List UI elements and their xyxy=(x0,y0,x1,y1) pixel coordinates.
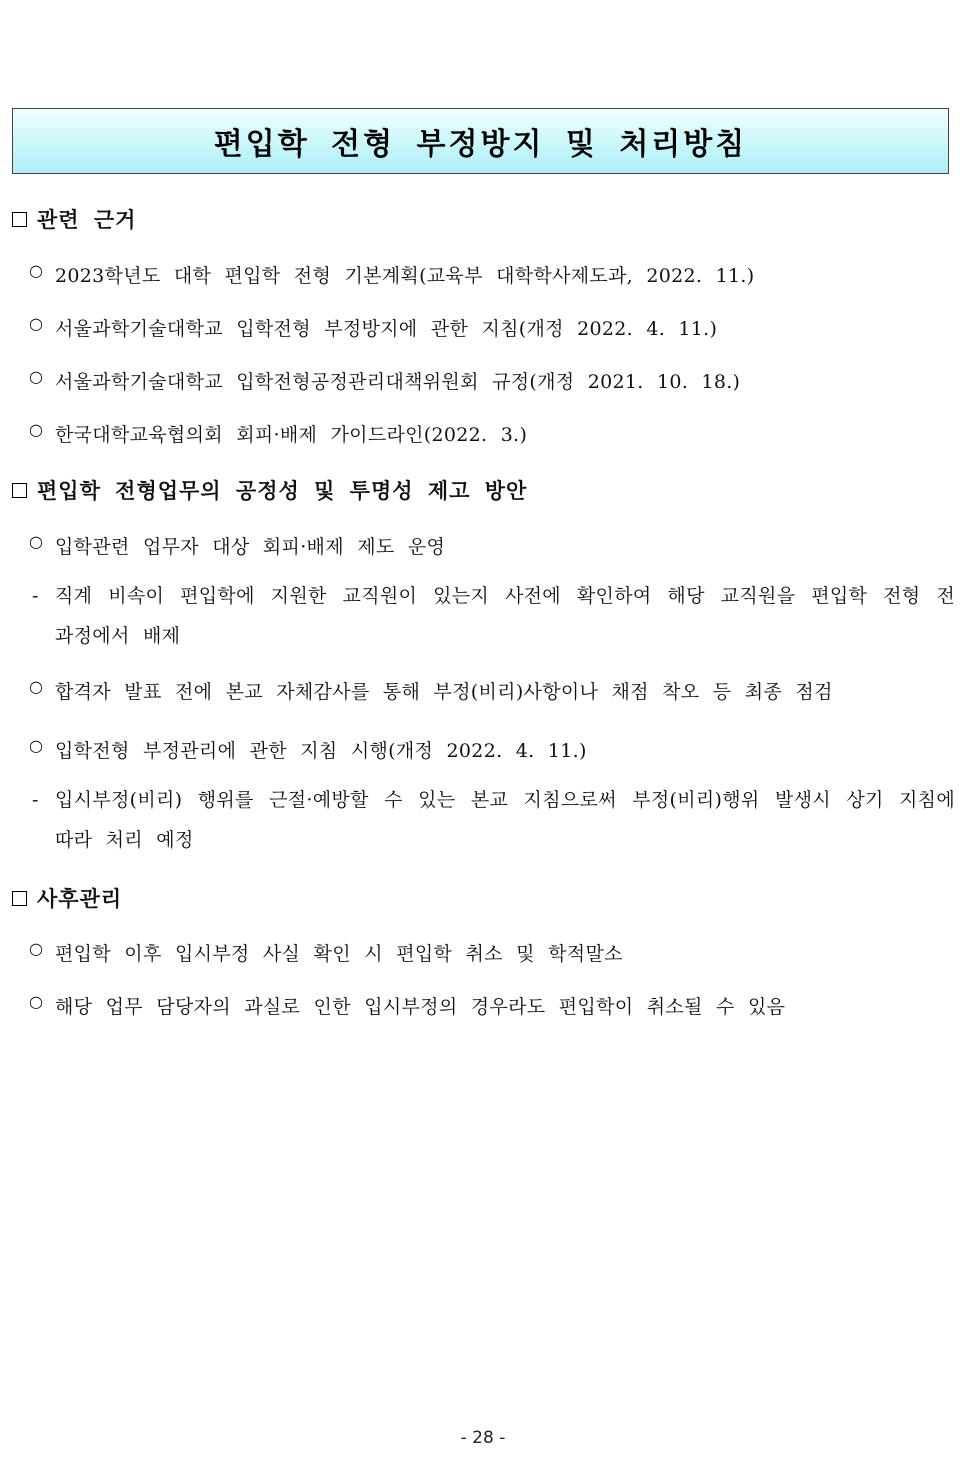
checkbox-square-icon xyxy=(12,212,27,227)
circle-bullet-icon: ○ xyxy=(29,677,44,696)
section-legal-basis xyxy=(12,204,956,234)
title-box xyxy=(12,108,949,174)
page-title: 편입학 전형 부정방지 및 처리방침 xyxy=(213,127,748,162)
circle-bullet-icon: ○ xyxy=(29,939,44,958)
circle-bullet-icon: ○ xyxy=(29,314,44,333)
circle-bullet-icon: ○ xyxy=(29,420,44,439)
section-fairness xyxy=(12,475,956,505)
dash-marker: - xyxy=(32,789,39,811)
section-heading: 편입학 전형업무의 공정성 및 투명성 제고 방안 xyxy=(12,475,956,505)
checkbox-square-icon xyxy=(12,483,27,498)
circle-bullet-icon: ○ xyxy=(29,992,44,1011)
section-heading: 관련 근거 xyxy=(12,204,956,234)
circle-bullet-icon: ○ xyxy=(29,367,44,386)
page-number: - 28 - xyxy=(460,1428,506,1448)
circle-bullet-icon: ○ xyxy=(29,532,44,551)
circle-bullet-icon: ○ xyxy=(29,261,44,280)
section-heading: 사후관리 xyxy=(12,883,956,913)
dash-marker: - xyxy=(32,585,39,607)
section-follow-up xyxy=(12,883,956,913)
checkbox-square-icon xyxy=(12,891,27,906)
circle-bullet-icon: ○ xyxy=(29,736,44,755)
